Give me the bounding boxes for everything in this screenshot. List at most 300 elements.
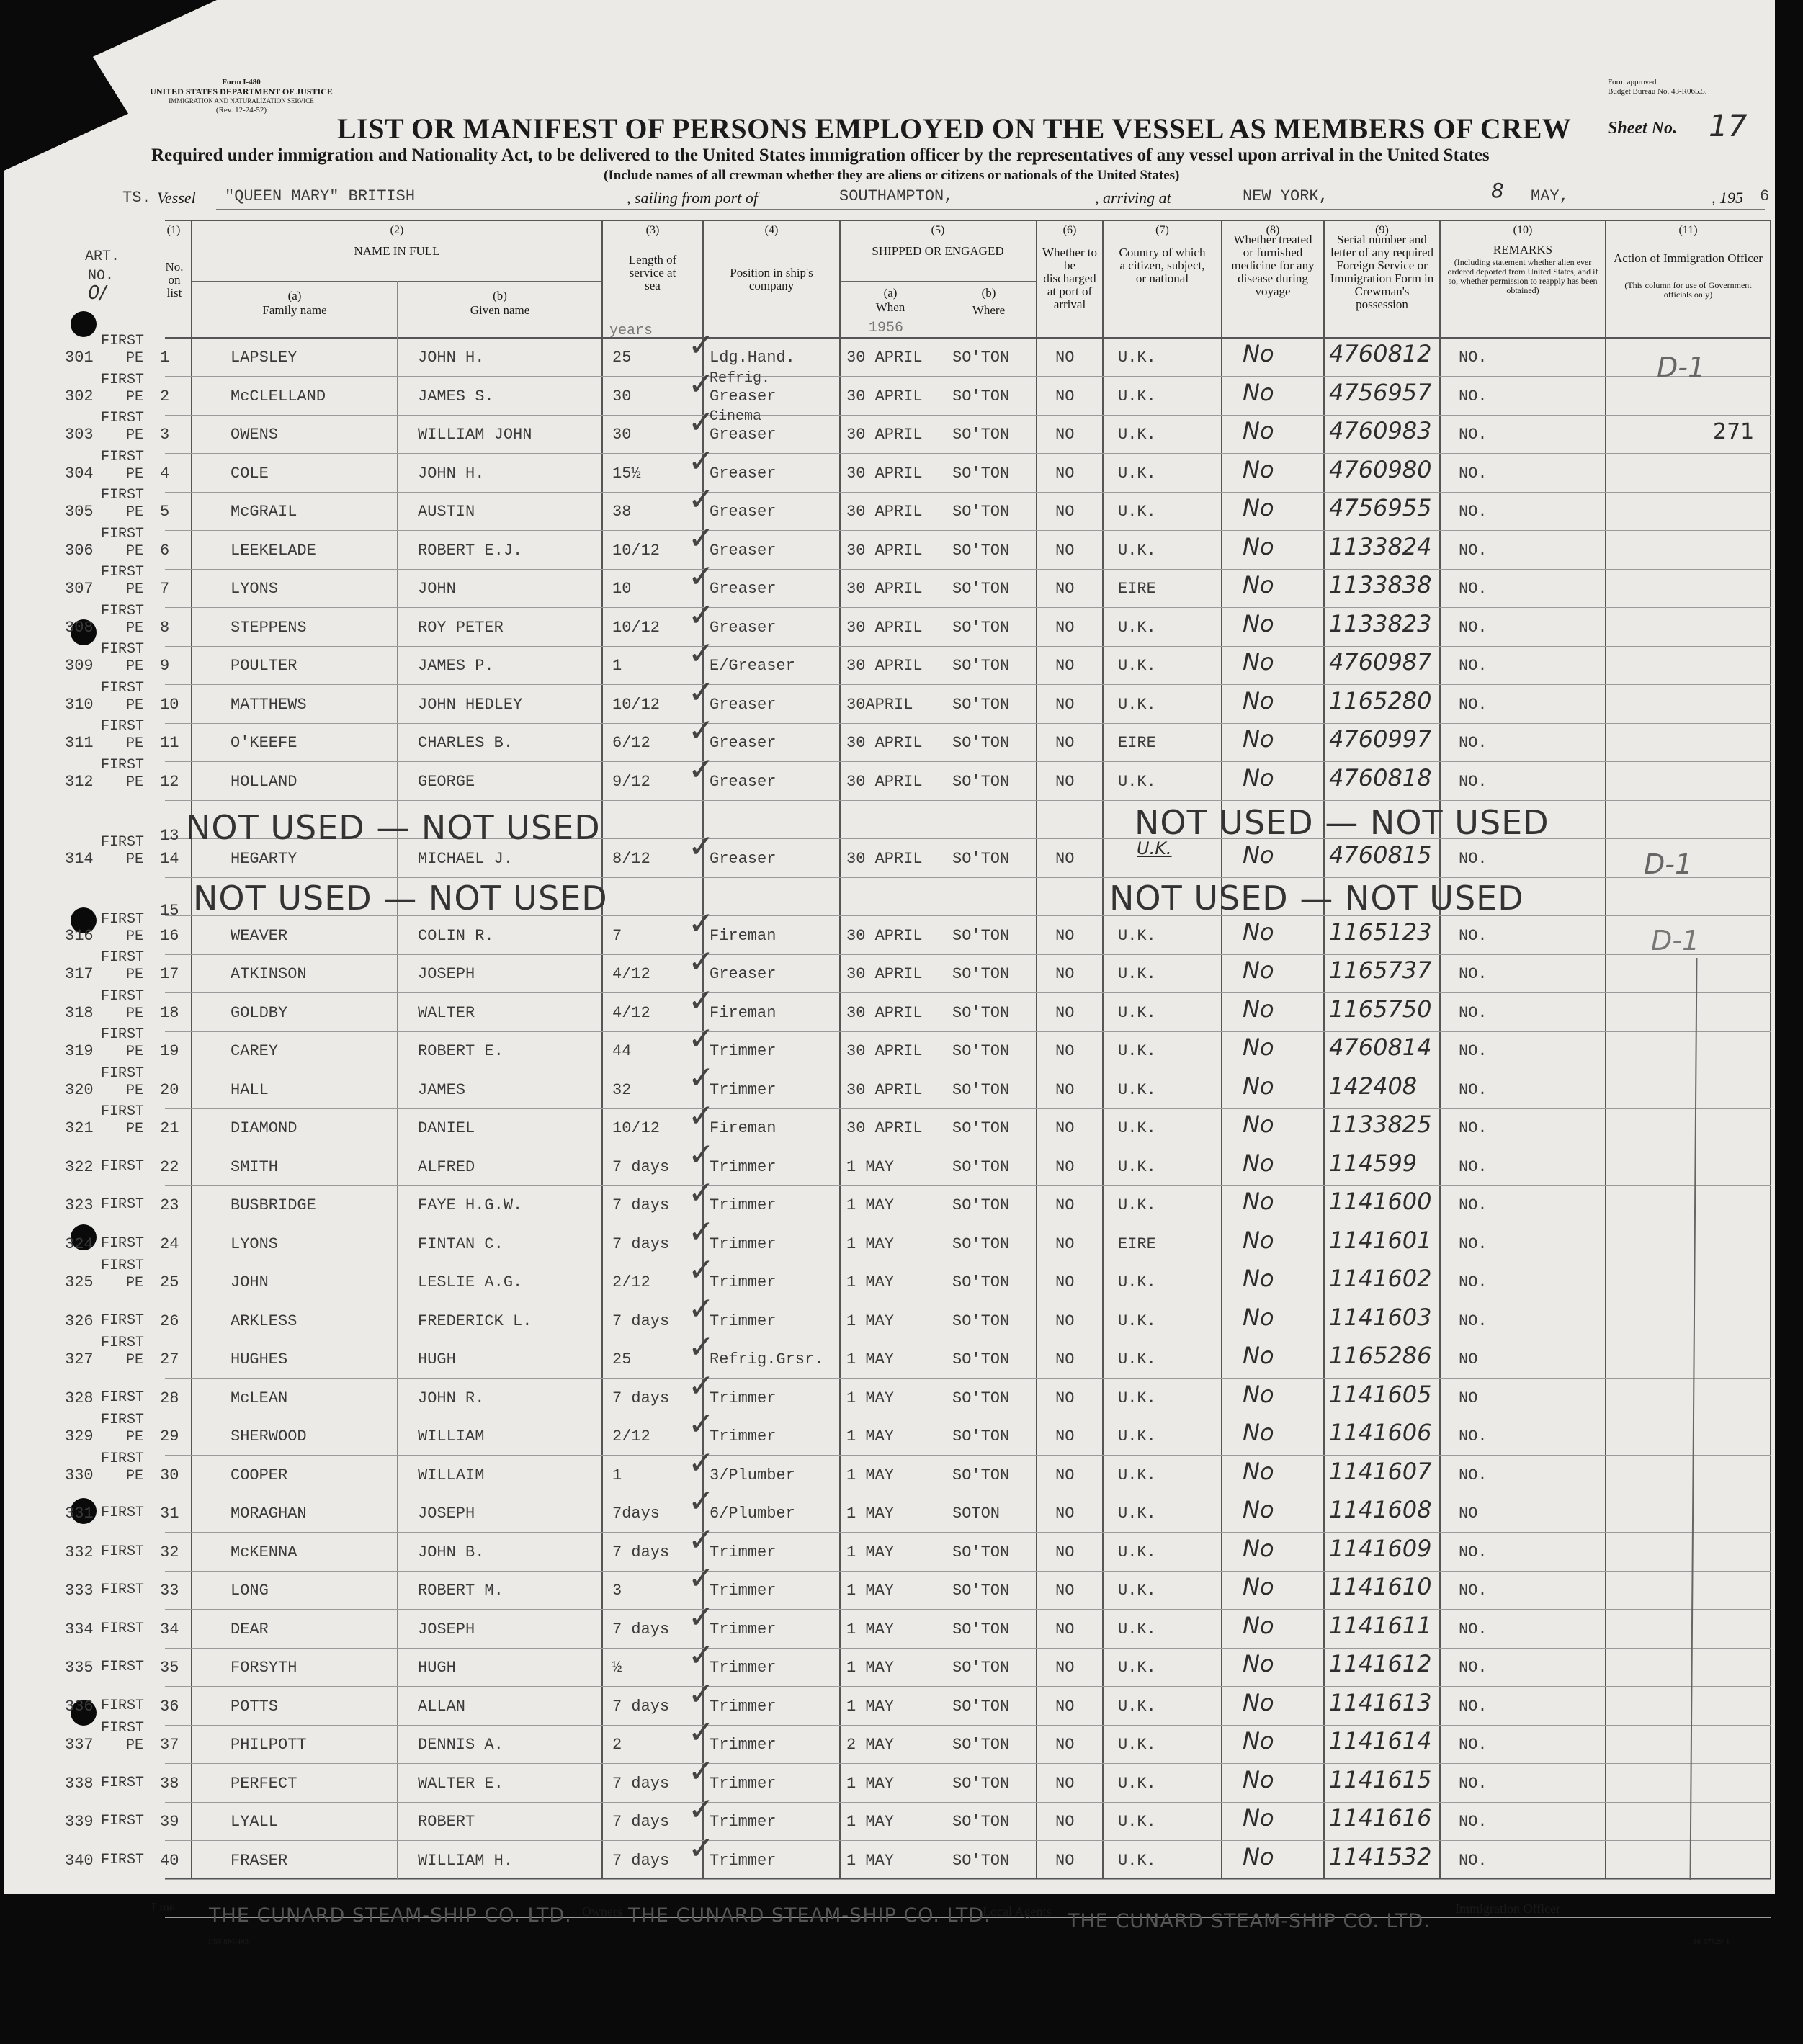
- list-number: 40: [160, 1851, 179, 1870]
- discharge: NO: [1055, 1466, 1075, 1484]
- serial-number: 1141612: [1329, 1650, 1432, 1677]
- shipped-when: 1 MAY: [846, 1273, 895, 1291]
- remarks: NO.: [1459, 1273, 1487, 1291]
- table-row: [0, 673, 1772, 727]
- medicine-treated: No: [1243, 1573, 1274, 1600]
- class-suffix: PE: [126, 928, 144, 945]
- table-row: [0, 1213, 1772, 1267]
- class-suffix: PE: [126, 1467, 144, 1484]
- shipped-where: SO'TON: [952, 695, 1010, 714]
- class-label: FIRST: [101, 1620, 145, 1637]
- shipped-where: SO'TON: [952, 965, 1010, 983]
- class-suffix: PE: [126, 735, 144, 752]
- given-name: JOSEPH: [418, 1620, 475, 1639]
- col5-header: SHIPPED OR ENGAGED: [872, 244, 1004, 258]
- art-number: 338: [65, 1774, 94, 1793]
- col5a-header: When: [875, 300, 905, 314]
- art-number: 301: [65, 349, 94, 367]
- remarks: NO.: [1459, 926, 1487, 945]
- col11-note: (This column for use of Government officials only): [1624, 280, 1752, 300]
- table-row: [0, 596, 1772, 650]
- art-number: 334: [65, 1620, 94, 1639]
- table-row: [0, 1791, 1772, 1844]
- form-number: Form I-480: [222, 78, 261, 86]
- service-length: 7 days: [612, 1312, 670, 1330]
- country: EIRE: [1118, 734, 1156, 752]
- medicine-treated: No: [1243, 494, 1274, 521]
- art-number: 327: [65, 1350, 94, 1368]
- family-name: HALL: [231, 1080, 269, 1099]
- class-suffix: PE: [126, 1121, 144, 1137]
- position: Trimmer: [710, 1543, 777, 1561]
- shipped-where: SO'TON: [952, 1697, 1010, 1716]
- col2a-header: Family name: [262, 303, 327, 317]
- given-name: DANIEL: [418, 1119, 475, 1137]
- class-label: FIRST: [101, 1026, 145, 1043]
- medicine-treated: No: [1243, 571, 1274, 599]
- shipped-where: SO'TON: [952, 580, 1010, 598]
- checkmark-icon: ✓: [688, 1829, 715, 1867]
- shipped-where: SO'TON: [952, 1157, 1010, 1176]
- col3-header: Length of service at sea: [628, 253, 677, 292]
- art-number: 302: [65, 387, 94, 405]
- list-number: 27: [160, 1350, 179, 1368]
- art-number: 305: [65, 503, 94, 521]
- class-suffix: PE: [126, 427, 144, 444]
- medicine-treated: No: [1243, 1419, 1274, 1446]
- position: Trimmer: [710, 1389, 777, 1407]
- list-number: 30: [160, 1466, 179, 1484]
- shipped-where: SO'TON: [952, 618, 1010, 637]
- class-suffix: PE: [126, 696, 144, 714]
- service-length: 7 days: [612, 1543, 670, 1561]
- service-length: 7 days: [612, 1851, 670, 1870]
- position: Fireman: [710, 1119, 777, 1137]
- service-length: 7 days: [612, 1389, 670, 1407]
- sheet-number-label: Sheet No.: [1608, 119, 1677, 138]
- checkmark-icon: ✓: [688, 1637, 715, 1674]
- art-number: 337: [65, 1736, 94, 1754]
- class-label: FIRST: [101, 949, 145, 966]
- class-suffix: PE: [126, 465, 144, 483]
- family-name: LYONS: [231, 1234, 279, 1253]
- art-number: 316: [65, 926, 94, 945]
- class-label: FIRST: [101, 371, 145, 388]
- table-row: [0, 442, 1772, 496]
- art-number: 322: [65, 1157, 94, 1176]
- country: U.K.: [1118, 1273, 1156, 1291]
- class-label: FIRST: [101, 1312, 145, 1329]
- position: Trimmer: [710, 1736, 777, 1754]
- given-name: ROBERT E.J.: [418, 541, 523, 560]
- position: Trimmer: [710, 1813, 777, 1831]
- row15-number: 15: [160, 902, 179, 920]
- medicine-treated: No: [1243, 1111, 1274, 1138]
- table-row: [0, 1637, 1772, 1690]
- shipped-where: SO'TON: [952, 1312, 1010, 1330]
- remarks: NO.: [1459, 1543, 1487, 1561]
- table-row: [0, 558, 1772, 611]
- medicine-treated: No: [1243, 532, 1274, 560]
- discharge: NO: [1055, 1119, 1075, 1137]
- given-name: MICHAEL J.: [418, 849, 514, 868]
- d1-annotation: D-1: [1651, 925, 1700, 956]
- service-length: 7 days: [612, 1697, 670, 1716]
- discharge: NO: [1055, 1582, 1075, 1600]
- class-suffix: PE: [126, 1275, 144, 1291]
- shipped-when: 1 MAY: [846, 1851, 895, 1870]
- table-row: [0, 404, 1772, 457]
- serial-number: 4760814: [1329, 1034, 1432, 1061]
- remarks: NO.: [1459, 1697, 1487, 1716]
- family-name: PERFECT: [231, 1774, 297, 1793]
- class-suffix: PE: [126, 388, 144, 405]
- col1-header: No. on list: [165, 260, 184, 300]
- medicine-treated: No: [1243, 1380, 1274, 1408]
- list-number: 14: [160, 849, 179, 868]
- list-number: 29: [160, 1427, 179, 1445]
- discharge: NO: [1055, 541, 1075, 560]
- art-number: 314: [65, 849, 94, 868]
- serial-number: 4756957: [1329, 378, 1432, 406]
- list-number: 28: [160, 1389, 179, 1407]
- medicine-treated: No: [1243, 609, 1274, 637]
- list-number: 22: [160, 1157, 179, 1176]
- serial-number: 1141613: [1329, 1688, 1432, 1716]
- medicine-treated: No: [1243, 1265, 1274, 1292]
- service-length: 44: [612, 1042, 632, 1060]
- serial-number: 4760815: [1329, 841, 1432, 869]
- budget-bureau: Budget Bureau No. 43-R065.5.: [1608, 87, 1707, 96]
- art-number: 330: [65, 1466, 94, 1484]
- sheet-number-value: 17: [1709, 108, 1748, 143]
- remarks: NO.: [1459, 1427, 1487, 1445]
- class-suffix: PE: [126, 619, 144, 637]
- table-row: [0, 1675, 1772, 1729]
- form-meta-block: [148, 78, 335, 115]
- art-number: 310: [65, 695, 94, 714]
- medicine-treated: No: [1243, 1688, 1274, 1716]
- vessel-label: Vessel: [157, 189, 196, 207]
- given-name: CHARLES B.: [418, 734, 514, 752]
- family-name: LYONS: [231, 580, 279, 598]
- shipped-when: 1 MAY: [846, 1196, 895, 1214]
- remarks: NO.: [1459, 1312, 1487, 1330]
- art-number: 324: [65, 1234, 94, 1253]
- remarks: NO.: [1459, 657, 1487, 675]
- given-name: JOHN R.: [418, 1389, 485, 1407]
- page-subtitle: Required under immigration and Nationality Act, to be delivered to the United States immigration officer by the representatives of any vessel upon arrival in the United States: [151, 145, 1490, 165]
- form-code-left: 1/55 8M/493: [207, 1937, 249, 1946]
- remarks: NO.: [1459, 464, 1487, 483]
- port-to: NEW YORK,: [1243, 187, 1328, 205]
- col8-header: Whether treated or furnished medicine for any disease during voyage: [1231, 233, 1315, 298]
- shipped-when: 1 MAY: [846, 1389, 895, 1407]
- given-name: HUGH: [418, 1350, 456, 1368]
- checkmark-icon: ✓: [688, 1791, 715, 1828]
- medicine-treated: No: [1243, 417, 1274, 444]
- year-digit: 6: [1760, 187, 1770, 205]
- remarks: NO: [1459, 1389, 1478, 1407]
- checkmark-icon: ✓: [688, 1444, 715, 1482]
- position: Fireman: [710, 1003, 777, 1022]
- year-label: 1956: [869, 320, 904, 336]
- col6-number: (6): [1062, 224, 1077, 236]
- shipped-when: 1 MAY: [846, 1659, 895, 1677]
- country: U.K.: [1118, 1620, 1156, 1639]
- service-length: 30: [612, 387, 632, 405]
- remarks: NO.: [1459, 772, 1487, 791]
- col2-number: (2): [390, 224, 404, 236]
- shipped-where: SO'TON: [952, 1350, 1010, 1368]
- department-name: UNITED STATES DEPARTMENT OF JUSTICE: [150, 86, 333, 97]
- family-name: SHERWOOD: [231, 1427, 307, 1445]
- shipped-when: 1 MAY: [846, 1697, 895, 1716]
- medicine-treated: No: [1243, 918, 1274, 946]
- remarks: NO.: [1459, 965, 1487, 983]
- service-length: 10/12: [612, 541, 661, 560]
- medicine-treated: No: [1243, 1303, 1274, 1331]
- serial-number: 4760980: [1329, 455, 1432, 483]
- country: U.K.: [1118, 965, 1156, 983]
- discharge: NO: [1055, 1080, 1075, 1099]
- checkmark-icon: ✓: [688, 673, 715, 711]
- officer-label: Immigration Officer: [1455, 1901, 1561, 1916]
- given-name: ALFRED: [418, 1157, 475, 1176]
- art-no-label: NO.: [88, 268, 115, 284]
- d1-annotation: D-1: [1644, 848, 1693, 880]
- service-length: 6/12: [612, 734, 650, 752]
- serial-number: 1141607: [1329, 1457, 1432, 1485]
- given-name: ALLAN: [418, 1697, 466, 1716]
- col9-header: Serial number and letter of any required Foreign Service or Immigration Form in Crewman's possession: [1330, 233, 1434, 311]
- discharge: NO: [1055, 1157, 1075, 1176]
- col3-number: (3): [645, 224, 660, 236]
- agents-label: Local Agents: [983, 1904, 1052, 1919]
- discharge: NO: [1055, 695, 1075, 714]
- service-length: 7 days: [612, 1774, 670, 1793]
- position: Trimmer: [710, 1697, 777, 1716]
- family-name: LONG: [231, 1582, 269, 1600]
- list-number: 23: [160, 1196, 179, 1214]
- shipped-when: 1 MAY: [846, 1813, 895, 1831]
- family-name: STEPPENS: [231, 618, 307, 637]
- country: U.K.: [1118, 1736, 1156, 1754]
- shipped-when: 1 MAY: [846, 1505, 895, 1523]
- art-number: 328: [65, 1389, 94, 1407]
- service-length: 1: [612, 657, 622, 675]
- table-row: [0, 1483, 1772, 1536]
- medicine-treated: No: [1243, 763, 1274, 792]
- medicine-treated: No: [1243, 686, 1274, 714]
- shipped-when: 30 APRIL: [846, 1119, 923, 1137]
- class-suffix: PE: [126, 1005, 144, 1022]
- checkmark-icon: ✓: [688, 712, 715, 749]
- remarks: NO.: [1459, 1851, 1487, 1870]
- list-number: 36: [160, 1697, 179, 1716]
- shipped-where: SO'TON: [952, 1042, 1010, 1060]
- col8-number: (8): [1266, 224, 1280, 236]
- table-row: [0, 712, 1772, 766]
- not-used-stamp: NOT USED — NOT USED: [186, 808, 601, 847]
- serial-number: 4760812: [1329, 340, 1432, 367]
- medicine-treated: No: [1243, 378, 1274, 406]
- table-row: [0, 635, 1772, 689]
- list-number: 34: [160, 1620, 179, 1639]
- service-length: 10/12: [612, 618, 661, 637]
- checkmark-icon: ✓: [688, 558, 715, 595]
- country: U.K.: [1118, 541, 1156, 560]
- discharge: NO: [1055, 1234, 1075, 1253]
- medicine-treated: No: [1243, 1842, 1274, 1870]
- shipped-where: SO'TON: [952, 1273, 1010, 1291]
- position-prefix: Cinema: [710, 408, 762, 425]
- given-name: JOHN HEDLEY: [418, 695, 523, 714]
- country: U.K.: [1118, 1697, 1156, 1716]
- family-name: O'KEEFE: [231, 734, 297, 752]
- medicine-treated: No: [1243, 1534, 1274, 1562]
- col6-header: Whether to be discharged at port of arrival: [1042, 246, 1097, 311]
- country: EIRE: [1118, 580, 1156, 598]
- discharge: NO: [1055, 426, 1075, 444]
- position: Trimmer: [710, 1851, 777, 1870]
- position: Greaser: [710, 426, 777, 444]
- family-name: POULTER: [231, 657, 297, 675]
- discharge: NO: [1055, 1042, 1075, 1060]
- table-row: [0, 519, 1772, 573]
- table-row: [0, 1021, 1772, 1074]
- given-name: AUSTIN: [418, 503, 475, 521]
- art-number: 304: [65, 464, 94, 483]
- remarks: NO.: [1459, 1234, 1487, 1253]
- shipped-where: SO'TON: [952, 1196, 1010, 1214]
- given-name: FINTAN C.: [418, 1234, 504, 1253]
- remarks: NO.: [1459, 1620, 1487, 1639]
- country: U.K.: [1118, 1427, 1156, 1445]
- given-name: JAMES S.: [418, 387, 494, 405]
- shipped-when: 30 APRIL: [846, 965, 923, 983]
- shipped-where: SO'TON: [952, 1427, 1010, 1445]
- checkmark-icon: ✓: [688, 1252, 715, 1288]
- class-label: FIRST: [101, 487, 145, 503]
- shipped-when: 30 APRIL: [846, 849, 923, 868]
- class-label: FIRST: [101, 756, 145, 774]
- service-length: 32: [612, 1080, 632, 1099]
- shipped-where: SO'TON: [952, 1582, 1010, 1600]
- list-number: 26: [160, 1312, 179, 1330]
- service-length: ½: [612, 1659, 622, 1677]
- shipped-when: 1 MAY: [846, 1620, 895, 1639]
- remarks: NO.: [1459, 1157, 1487, 1176]
- shipped-where: SO'TON: [952, 426, 1010, 444]
- serial-number: 4756955: [1329, 494, 1432, 521]
- class-suffix: PE: [126, 1737, 144, 1754]
- serial-number: 1141602: [1329, 1265, 1432, 1292]
- service-length: 9/12: [612, 772, 650, 791]
- class-label: FIRST: [101, 1196, 145, 1213]
- position: Trimmer: [710, 1042, 777, 1060]
- position: Trimmer: [710, 1234, 777, 1253]
- class-label: FIRST: [101, 410, 145, 426]
- given-name: JOSEPH: [418, 965, 475, 983]
- given-name: JOHN H.: [418, 464, 485, 483]
- discharge: NO: [1055, 1003, 1075, 1022]
- form-approved: Form approved.: [1608, 78, 1659, 86]
- serial-number: 1133838: [1329, 571, 1432, 599]
- col5a-letter: (a): [883, 286, 898, 300]
- line-label: Line: [151, 1900, 175, 1914]
- col4-header: Position in ship's company: [730, 266, 813, 292]
- shipped-where: SO'TON: [952, 349, 1010, 367]
- shipped-where: SO'TON: [952, 387, 1010, 405]
- list-number: 11: [160, 734, 179, 752]
- checkmark-icon: ✓: [688, 1136, 715, 1173]
- class-label: FIRST: [101, 1389, 145, 1406]
- shipped-where: SOTON: [952, 1505, 1001, 1523]
- discharge: NO: [1055, 1273, 1075, 1291]
- shipped-where: SO'TON: [952, 849, 1010, 868]
- serial-number: 1141603: [1329, 1303, 1432, 1331]
- remarks: NO.: [1459, 1813, 1487, 1831]
- family-name: ARKLESS: [231, 1312, 297, 1330]
- list-number: 21: [160, 1119, 179, 1137]
- remarks: NO: [1459, 1505, 1478, 1523]
- serial-number: 142408: [1329, 1072, 1418, 1100]
- family-name: HOLLAND: [231, 772, 297, 791]
- annotation-271: 271: [1713, 419, 1755, 444]
- medicine-treated: No: [1243, 995, 1274, 1023]
- shipped-where: SO'TON: [952, 657, 1010, 675]
- family-name: JOHN: [231, 1273, 269, 1291]
- art-number: 303: [65, 426, 94, 444]
- discharge: NO: [1055, 849, 1075, 868]
- class-label: FIRST: [101, 1505, 145, 1521]
- col5b-header: Where: [972, 303, 1006, 317]
- discharge: NO: [1055, 1389, 1075, 1407]
- medicine-treated: No: [1243, 340, 1274, 367]
- position: Greaser: [710, 387, 777, 405]
- col9-number: (9): [1375, 224, 1389, 236]
- country: U.K.: [1118, 1157, 1156, 1176]
- col2-header: NAME IN FULL: [354, 244, 440, 258]
- checkmark-icon: ✓: [688, 1329, 715, 1366]
- position: Trimmer: [710, 1427, 777, 1445]
- remarks: NO.: [1459, 1119, 1487, 1137]
- col2b-header: Given name: [470, 303, 530, 317]
- serial-number: 1141616: [1329, 1804, 1432, 1832]
- class-suffix: PE: [126, 1352, 144, 1368]
- position: Trimmer: [710, 1620, 777, 1639]
- medicine-treated: No: [1243, 1496, 1274, 1523]
- table-row: [0, 1059, 1772, 1113]
- checkmark-icon: ✓: [688, 1521, 715, 1559]
- class-suffix: PE: [126, 581, 144, 598]
- medicine-treated: No: [1243, 725, 1274, 753]
- family-name: COLE: [231, 464, 269, 483]
- class-label: FIRST: [101, 1157, 145, 1175]
- given-name: LESLIE A.G.: [418, 1273, 523, 1291]
- country: U.K.: [1118, 349, 1156, 367]
- year-prefix: , 195: [1712, 189, 1743, 207]
- table-row: [0, 750, 1772, 804]
- country: EIRE: [1118, 1234, 1156, 1253]
- class-label: FIRST: [101, 1813, 145, 1829]
- service-length: 7: [612, 926, 622, 945]
- vessel-line-rule: [216, 209, 1765, 210]
- country: U.K.: [1118, 657, 1156, 675]
- position-prefix: Refrig.: [710, 369, 771, 387]
- list-number: 3: [160, 426, 170, 444]
